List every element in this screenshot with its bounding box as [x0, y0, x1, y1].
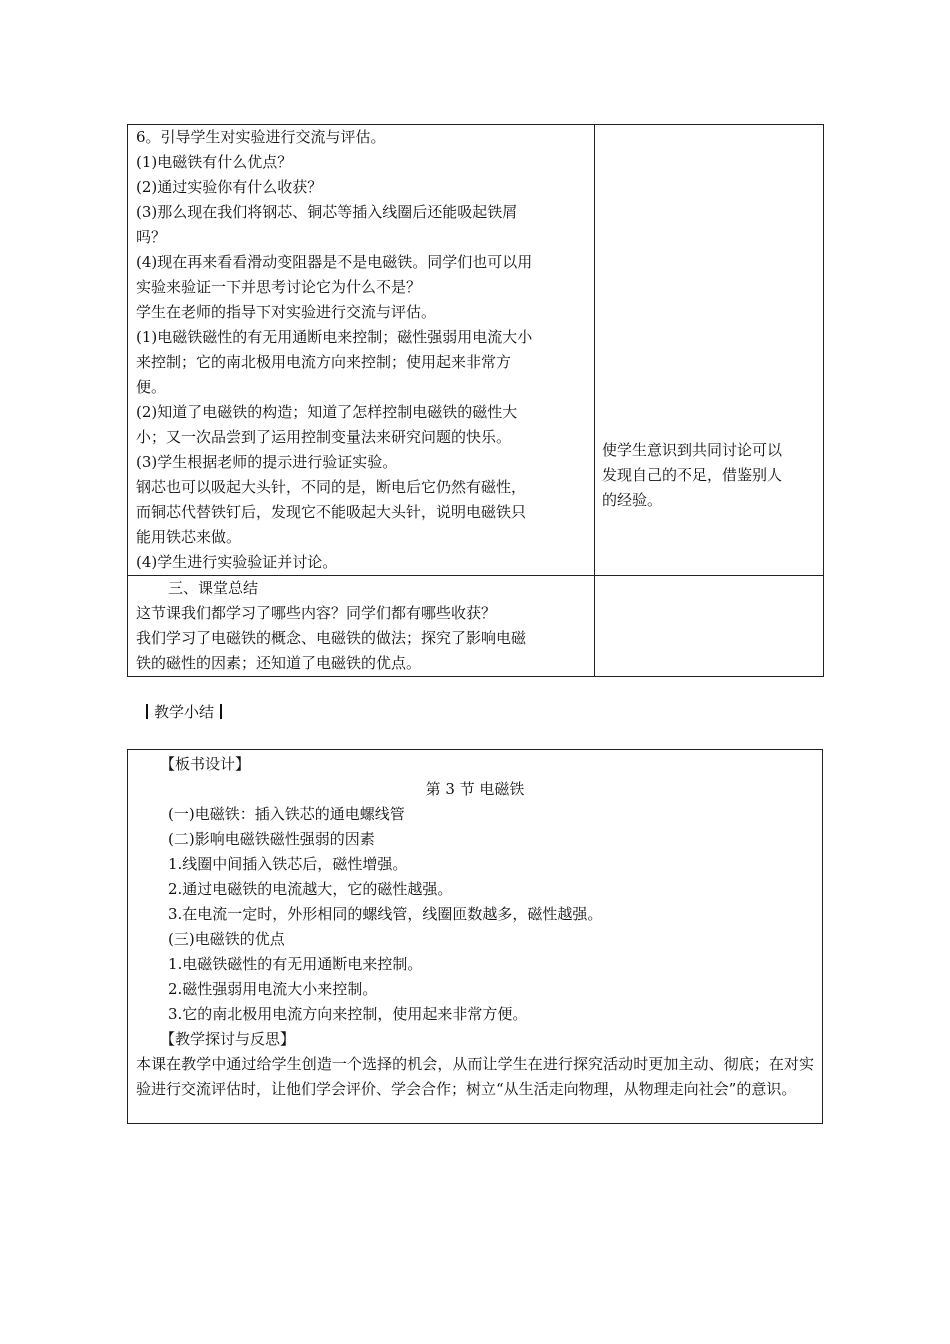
heading-text: 教学小结 — [154, 703, 215, 721]
text-line: 小；又一次品尝到了运用控制变量法来研究问题的快乐。 — [136, 428, 512, 446]
board-item: (一)电磁铁：插入铁芯的通电螺线管 — [168, 805, 405, 823]
board-design-title: 【板书设计】 — [160, 755, 251, 773]
text-line: 便。 — [136, 378, 167, 396]
text-line: 这节课我们都学习了哪些内容？同学们都有哪些收获？ — [136, 604, 497, 622]
board-item: 2.磁性强弱用电流大小来控制。 — [168, 980, 378, 998]
intent-cell — [595, 125, 824, 576]
design-intent-note — [602, 438, 788, 513]
board-item: 1.电磁铁磁性的有无用通断电来控制。 — [168, 955, 423, 973]
text-line: 的经验。 — [602, 491, 663, 509]
board-item: 3.它的南北极用电流方向来控制，使用起来非常方便。 — [168, 1005, 528, 1023]
board-item: 1.线圈中间插入铁芯后，磁性增强。 — [168, 855, 408, 873]
text-line: 能用铁芯来做。 — [136, 528, 242, 546]
summary-cell — [128, 576, 595, 677]
reflection-title: 【教学探讨与反思】 — [160, 1030, 296, 1048]
text-line: 我们学习了电磁铁的概念、电磁铁的做法；探究了影响电磁 — [136, 629, 527, 647]
text-line: (4)现在再来看看滑动变阻器是不是电磁铁。同学们也可以用 — [136, 253, 533, 271]
activity-cell — [128, 125, 595, 576]
lesson-title: 第 3 节 电磁铁 — [425, 780, 525, 798]
board-item: 3.在电流一定时，外形相同的螺线管，线圈匝数越多，磁性越强。 — [168, 905, 603, 923]
board-item: (三)电磁铁的优点 — [168, 930, 285, 948]
text-line: (1)电磁铁磁性的有无用通断电来控制；磁性强弱用电流大小 — [136, 328, 533, 346]
text-line: 吗？ — [136, 228, 167, 246]
text-line: (2)知道了电磁铁的构造；知道了怎样控制电磁铁的磁性大 — [136, 403, 518, 421]
heading-bar — [220, 704, 222, 719]
text-line: 来控制；它的南北极用电流方向来控制；使用起来非常方 — [136, 353, 512, 371]
board-item: 2.通过电磁铁的电流越大，它的磁性越强。 — [168, 880, 453, 898]
text-line: 实验来验证一下并思考讨论它为什么不是？ — [136, 278, 422, 296]
text-line: 钢芯也可以吸起大头针，不同的是，断电后它仍然有磁性， — [136, 478, 527, 496]
text-line: (2)通过实验你有什么收获？ — [136, 178, 323, 196]
text-line: (1)电磁铁有什么优点？ — [136, 153, 293, 171]
table-row — [128, 576, 824, 677]
text-line: (3)学生根据老师的提示进行验证实验。 — [136, 453, 398, 471]
text-line: 使学生意识到共同讨论可以 — [602, 441, 783, 459]
text-line: 发现自己的不足，借鉴别人 — [602, 466, 783, 484]
summary-box — [127, 749, 823, 1124]
section-title: 三、课堂总结 — [168, 579, 259, 597]
board-item: (二)影响电磁铁磁性强弱的因素 — [168, 830, 375, 848]
text-line: 学生在老师的指导下对实验进行交流与评估。 — [136, 303, 437, 321]
heading-bar — [146, 704, 148, 719]
empty-cell — [595, 576, 824, 677]
text-line: (3)那么现在我们将钢芯、铜芯等插入线圈后还能吸起铁屑 — [136, 203, 518, 221]
text-line: 而铜芯代替铁钉后，发现它不能吸起大头针，说明电磁铁只 — [136, 503, 527, 521]
text-line: (4)学生进行实验验证并讨论。 — [136, 553, 338, 571]
table-row — [128, 125, 824, 576]
section-heading — [146, 700, 222, 724]
reflection-text: 本课在教学中通过给学生创造一个选择的机会，从而让学生在进行探究活动时更加主动、彻底；在对实验进行交流评估时，让他们学会评价、学会合作；树立“从生活走向物理，从物理走向社会”的意识。 — [136, 1055, 814, 1098]
lesson-table — [127, 124, 824, 677]
text-line: 6。引导学生对实验进行交流与评估。 — [136, 128, 386, 146]
text-line: 铁的磁性的因素；还知道了电磁铁的优点。 — [136, 654, 422, 672]
